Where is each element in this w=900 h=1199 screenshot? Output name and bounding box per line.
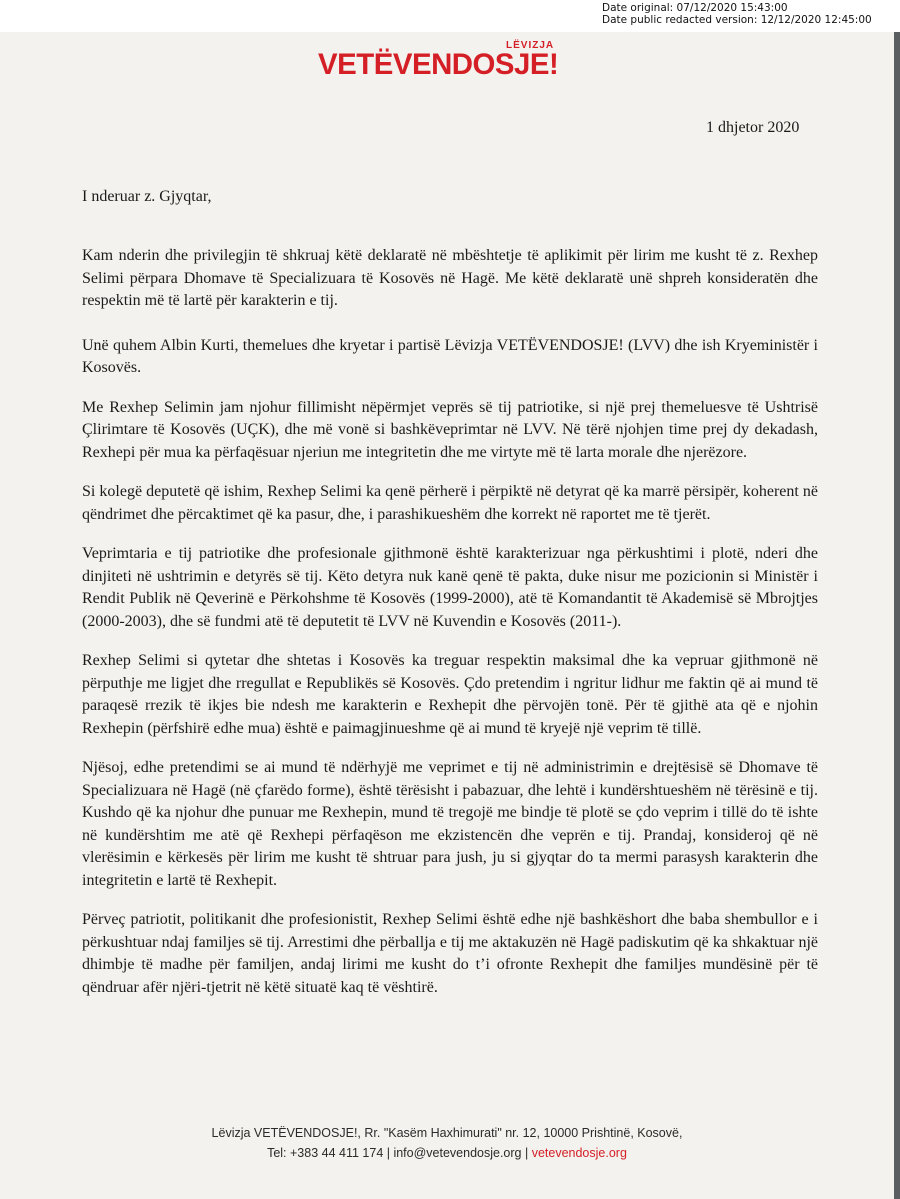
paragraph: Rexhep Selimi si qytetar dhe shtetas i Kosovës ka treguar respektin maksimal dhe ka vepruar gjithmonë në përputhje me ligjet dhe rregullat e Republikës së Kosovës. Çdo pretendim i ngritur lidhur me faktin që ai mund të paraqesë rrezik të ikjes bie ndesh me karakterin e Rexhepit dhe përvojën tonë. Për të gjithë ata që e njohin Rexhepin (përfshirë edhe mua) është e paimagjinueshme që ai mund të kryejë një veprim të tillë.	[82, 652, 818, 737]
paragraph: Përveç patriotit, politikanit dhe profesionistit, Rexhep Selimi është edhe një bashkëshort dhe baba shembullor e i përkushtuar ndaj familjes së tij. Arrestimi dhe përballja e tij me aktakuzën në Hagë padiskutim që ka shkaktuar një dhimbje të madhe për familjen, andaj lirimi me kusht do t’i ofronte Rexhepit dhe familjes mundësinë për të qëndruar afër njëri-tjetrit në këtë situatë kaq të vështirë.	[82, 911, 818, 996]
paragraph: Veprimtaria e tij patriotike dhe profesionale gjithmonë është karakterizuar nga përkushtimi i plotë, nderi dhe dinjiteti në ushtrimin e detyrës së tij. Këto detyra nuk kanë qenë të pakta, duke nisur me pozicionin si Ministër i Rendit Publik në Qeverinë e Përkohshme të Kosovës (1999-2000), atë të Komandantit të Akademisë së Mbrojtjes (2000-2003), dhe së fundmi atë të deputetit të LVV në Kuvendin e Kosovës (2011-).	[82, 545, 818, 630]
paragraph: Me Rexhep Selimin jam njohur fillimisht nëpërmjet veprës së tij patriotike, si një prej themeluesve të Ushtrisë Çlirimtare të Kosovës (UÇK), dhe më vonë si bashkëveprimtar në LVV. Në tërë njohjen time prej dy dekadash, Rexhepi për mua ka përfaqësuar njeriun me integritetin dhe me virtyte më të larta morale dhe njerëzore.	[82, 398, 818, 461]
letter-body	[82, 245, 818, 1016]
paragraph: Kam nderin dhe privilegjin të shkruaj këtë deklaratë në mbështetje të aplikimit për lirim me kusht të z. Rexhep Selimi përpara Dhomave të Specializuara të Kosovës në Hagë. Me këtë deklaratë unë shpreh konsideratën dhe respektin më të lartë për karakterin e tij.	[82, 247, 818, 309]
footer-phone-email: Tel: +383 44 411 174 | info@vetevendosje.org |	[267, 1146, 532, 1160]
header-metadata-bar	[0, 0, 900, 32]
date-public-redacted: Date public redacted version: 12/12/2020 12:45:00	[602, 14, 872, 26]
footer-website: vetevendosje.org	[531, 1146, 627, 1160]
logo-small-text: LËVIZJA	[506, 40, 555, 51]
document-metadata	[602, 2, 872, 26]
paragraph: Si kolegë deputetë që ishim, Rexhep Selimi ka qenë përherë i përpiktë në detyrat që ka marrë përsipër, koherent në qëndrimet dhe përcaktimet që ka pasur, dhe, i parashikueshëm dhe korrekt në raportet me të tjerët.	[82, 483, 818, 523]
letter-date: 1 dhjetor 2020	[706, 119, 800, 136]
logo-main-text: VETËVENDOSJE!	[318, 48, 559, 81]
salutation: I nderuar z. Gjyqtar,	[82, 188, 212, 205]
vetevendosje-logo	[318, 38, 578, 84]
footer-address: Lëvizja VETËVENDOSJE!, Rr. "Kasëm Haxhimurati" nr. 12, 10000 Prishtinë, Kosovë,	[211, 1126, 683, 1140]
footer-contact	[0, 1146, 894, 1160]
paragraph: Unë quhem Albin Kurti, themelues dhe kryetar i partisë Lëvizja VETËVENDOSJE! (LVV) dhe ish Kryeministër i Kosovës.	[82, 336, 818, 376]
paragraph: Njësoj, edhe pretendimi se ai mund të ndërhyjë me veprimet e tij në administrimin e drejtësisë së Dhomave të Specializuara në Hagë (në çfarëdo forme), është tërësisht i pabazuar, dhe lehtë i kundërshtueshëm në tërësinë e tij. Kushdo që ka njohur dhe punuar me Rexhepin, mund të tregojë me bindje të plotë se çdo veprim i tillë do të ishte në kundërshtim me atë që Rexhepi përfaqëson me ekzistencën dhe veprën e tij. Prandaj, konsideroj që në vlerësimin e kërkesës për lirim me kusht të shtruar para jush, ju si gjyqtar do ta mermi parasysh karakterin dhe integritetin e lartë të Rexhepit.	[82, 759, 818, 889]
date-original: Date original: 07/12/2020 15:43:00	[602, 2, 788, 14]
